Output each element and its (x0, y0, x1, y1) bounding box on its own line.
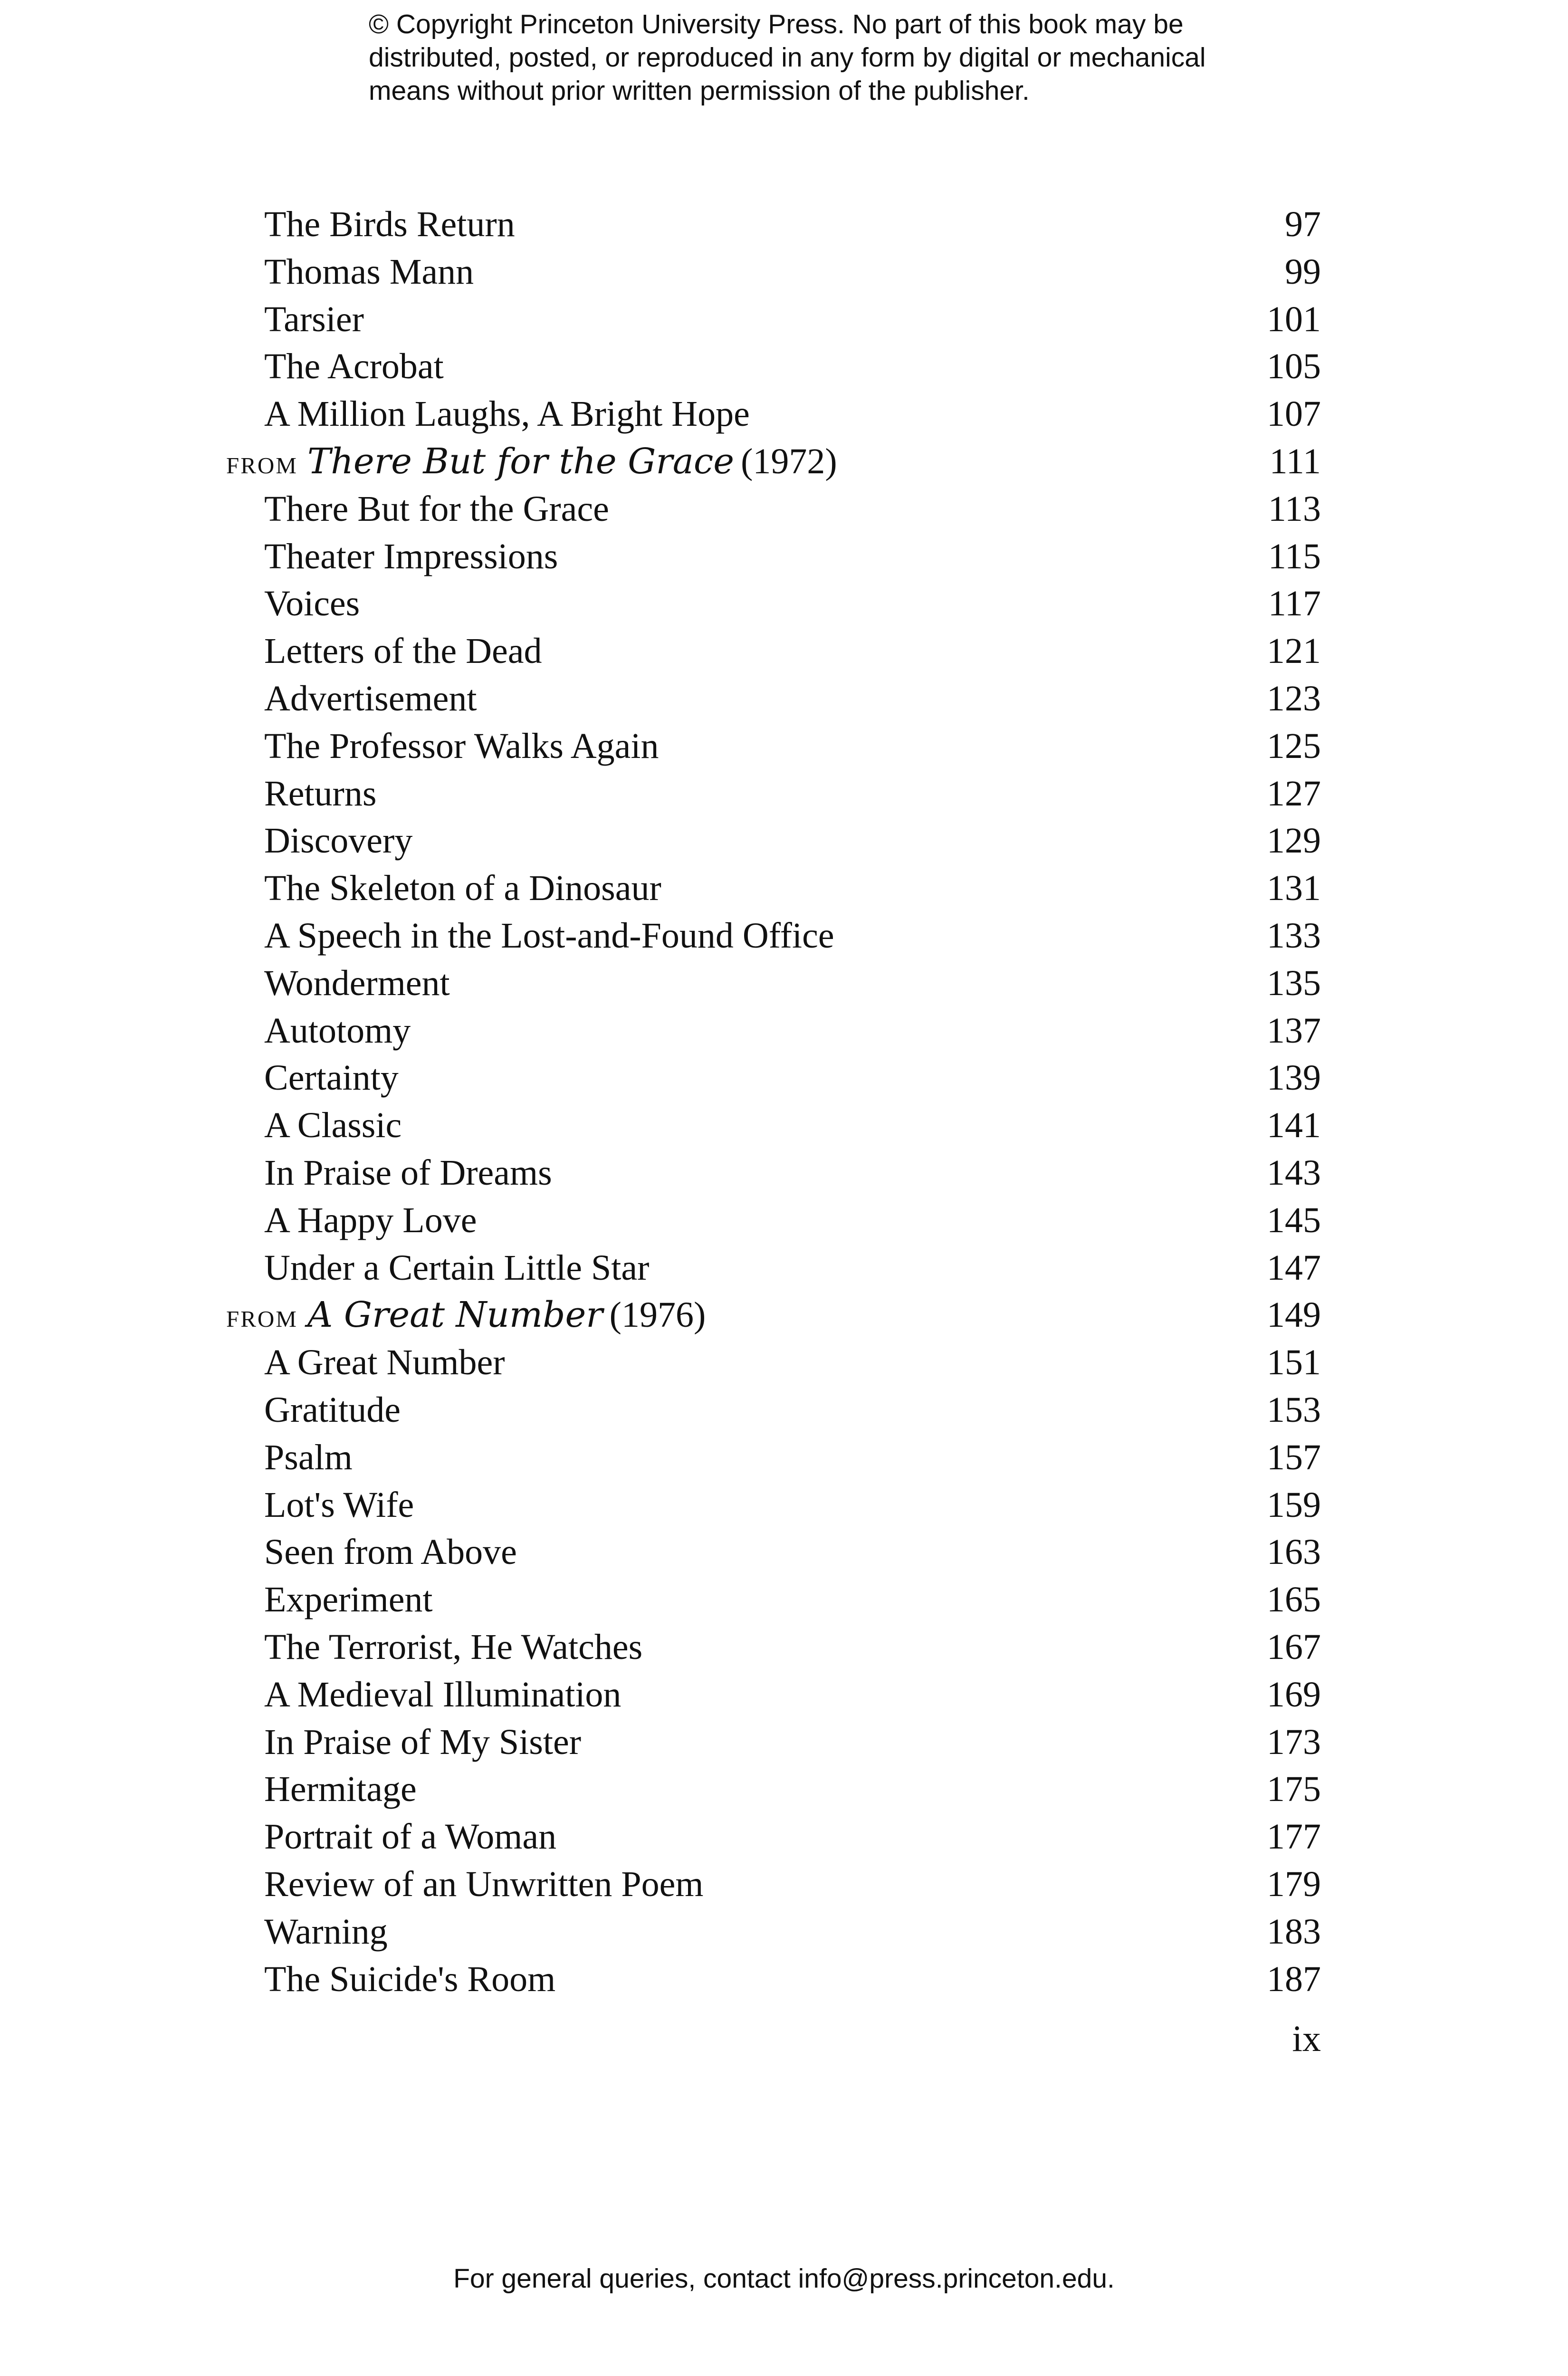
toc-entry-title: Wonderment (264, 963, 450, 1003)
toc-entry-page: 169 (1267, 1674, 1321, 1715)
toc-entry-page: 111 (1269, 441, 1321, 481)
collection-year: (1972) (741, 441, 837, 481)
copyright-line: © Copyright Princeton University Press. No part of this book may be (369, 9, 1184, 39)
toc-entry (0, 675, 1568, 722)
toc-section-heading (0, 438, 1568, 485)
toc-entry (0, 1765, 1568, 1813)
toc-entry-page: 113 (1268, 489, 1321, 529)
toc-entry-page: 101 (1267, 299, 1321, 339)
toc-entry-page: 117 (1268, 584, 1321, 624)
toc-entry-title: Discovery (264, 821, 413, 861)
toc-entry-title: The Birds Return (264, 204, 515, 244)
toc-entry-page: 97 (1285, 204, 1321, 244)
toc-entry (0, 201, 1568, 248)
toc-entry-title: Portrait of a Woman (264, 1817, 557, 1857)
toc-entry-title: Under a Certain Little Star (264, 1247, 650, 1288)
toc-entry-page: 163 (1267, 1532, 1321, 1572)
toc-entry-title: There But for the Grace (264, 489, 609, 529)
collection-title: There But for the Grace (307, 441, 735, 482)
toc-entry-title: The Skeleton of a Dinosaur (264, 868, 661, 909)
toc-entry-title: Hermitage (264, 1769, 417, 1810)
toc-entry-page: 145 (1267, 1200, 1321, 1240)
toc-entry-page: 127 (1267, 773, 1321, 814)
toc-entry (0, 817, 1568, 864)
toc-entry-page: 143 (1267, 1153, 1321, 1193)
toc-entry (0, 1481, 1568, 1529)
toc-entry-page: 183 (1267, 1911, 1321, 1952)
toc-entry-page: 149 (1267, 1295, 1321, 1335)
toc-entry-title: A Happy Love (264, 1200, 477, 1240)
toc-entry (0, 485, 1568, 533)
toc-section-title (226, 438, 837, 487)
toc-entry-title: A Medieval Illumination (264, 1674, 621, 1715)
toc-entry-title: Certainty (264, 1058, 399, 1098)
toc-entry-title: A Classic (264, 1105, 402, 1146)
toc-entry (0, 1671, 1568, 1718)
toc-entry-title: The Professor Walks Again (264, 726, 659, 766)
toc-entry-title: The Suicide's Room (264, 1959, 556, 1999)
toc-entry (0, 959, 1568, 1007)
toc-entry-page: 187 (1267, 1959, 1321, 1999)
toc-entry-page: 129 (1267, 821, 1321, 861)
toc-entry-title: Returns (264, 773, 377, 814)
toc-entry-title: Review of an Unwritten Poem (264, 1864, 704, 1904)
toc-entry-page: 175 (1267, 1769, 1321, 1810)
toc-entry (0, 1955, 1568, 2003)
toc-entry (0, 580, 1568, 627)
toc-entry (0, 1007, 1568, 1054)
toc-entry (0, 770, 1568, 817)
toc-entry-title: A Speech in the Lost-and-Found Office (264, 916, 834, 956)
toc-entry (0, 533, 1568, 580)
from-label: from (226, 444, 298, 481)
toc-entry-page: 153 (1267, 1390, 1321, 1430)
toc-entry-page: 167 (1267, 1627, 1321, 1667)
toc-entry (0, 627, 1568, 675)
toc-entry-title: The Acrobat (264, 346, 444, 387)
toc-entry-page: 123 (1267, 679, 1321, 719)
toc-entry (0, 1908, 1568, 1955)
toc-entry-title: Psalm (264, 1437, 353, 1477)
toc-entry (0, 390, 1568, 438)
collection-title: A Great Number (307, 1294, 603, 1336)
copyright-line: distributed, posted, or reproduced in any form by digital or mechanical (369, 42, 1206, 73)
toc-entry-page: 157 (1267, 1437, 1321, 1477)
toc-entry-page: 165 (1267, 1580, 1321, 1620)
toc-entry-page: 115 (1268, 536, 1321, 576)
toc-entry (0, 1102, 1568, 1149)
toc-entry-page: 133 (1267, 916, 1321, 956)
toc-entry-title: The Terrorist, He Watches (264, 1627, 643, 1667)
toc-entry-title: Autotomy (264, 1010, 411, 1051)
toc-entry-title: Letters of the Dead (264, 631, 542, 671)
toc-entry-title: Thomas Mann (264, 251, 474, 292)
toc-entry-page: 107 (1267, 394, 1321, 434)
toc-entry (0, 343, 1568, 390)
toc-entry (0, 722, 1568, 770)
toc-entry-title: Lot's Wife (264, 1485, 414, 1525)
toc-entry-title: Tarsier (264, 299, 364, 339)
toc-entry-title: Seen from Above (264, 1532, 517, 1572)
footer-contact: For general queries, contact info@press.princeton.edu. (453, 2263, 1115, 2294)
toc-entry (0, 1197, 1568, 1244)
toc-entry-page: 179 (1267, 1864, 1321, 1904)
toc-entry (0, 1528, 1568, 1576)
toc-entry (0, 912, 1568, 959)
toc-entry (0, 1623, 1568, 1671)
toc-entry-title: Warning (264, 1911, 388, 1952)
toc-entry-page: 105 (1267, 346, 1321, 387)
toc-entry (0, 1813, 1568, 1860)
copyright-line: means without prior written permission of the publisher. (369, 76, 1030, 106)
toc-entry-page: 151 (1267, 1342, 1321, 1383)
toc-entry-title: Gratitude (264, 1390, 401, 1430)
toc-entry-page: 99 (1285, 251, 1321, 292)
toc-entry (0, 1434, 1568, 1481)
toc-entry (0, 1149, 1568, 1197)
toc-section-heading (0, 1291, 1568, 1339)
toc-entry-page: 121 (1267, 631, 1321, 671)
toc-entry (0, 1576, 1568, 1623)
toc-entry (0, 1054, 1568, 1102)
toc-entry-page: 125 (1267, 726, 1321, 766)
toc-entry-page: 141 (1267, 1105, 1321, 1146)
toc-entry-page: 135 (1267, 963, 1321, 1003)
toc-entry-title: Experiment (264, 1580, 433, 1620)
toc-section-title (226, 1291, 706, 1340)
toc-entry-page: 147 (1267, 1247, 1321, 1288)
toc-entry-page: 177 (1267, 1817, 1321, 1857)
from-label: from (226, 1298, 298, 1335)
toc-entry-title: Advertisement (264, 679, 477, 719)
toc-entry (0, 1339, 1568, 1386)
toc-entry (0, 1718, 1568, 1766)
toc-entry-page: 173 (1267, 1722, 1321, 1762)
toc-entry-page: 139 (1267, 1058, 1321, 1098)
toc-entry-title: In Praise of Dreams (264, 1153, 552, 1193)
collection-year: (1976) (609, 1295, 706, 1335)
toc-entry (0, 864, 1568, 912)
toc-entry-title: Voices (264, 584, 360, 624)
toc-entry (0, 1386, 1568, 1434)
toc-entry-title: In Praise of My Sister (264, 1722, 582, 1762)
toc-entry-page: 131 (1267, 868, 1321, 909)
toc-entry (0, 1860, 1568, 1908)
toc-entry-page: 159 (1267, 1485, 1321, 1525)
toc-entry-title: A Million Laughs, A Bright Hope (264, 394, 750, 434)
page-number-folio: ix (1292, 2018, 1321, 2059)
toc-entry-title: Theater Impressions (264, 536, 558, 576)
toc-entry (0, 296, 1568, 343)
toc-entry-title: A Great Number (264, 1342, 505, 1383)
toc-entry-page: 137 (1267, 1010, 1321, 1051)
toc-entry (0, 1244, 1568, 1292)
toc-entry (0, 248, 1568, 296)
